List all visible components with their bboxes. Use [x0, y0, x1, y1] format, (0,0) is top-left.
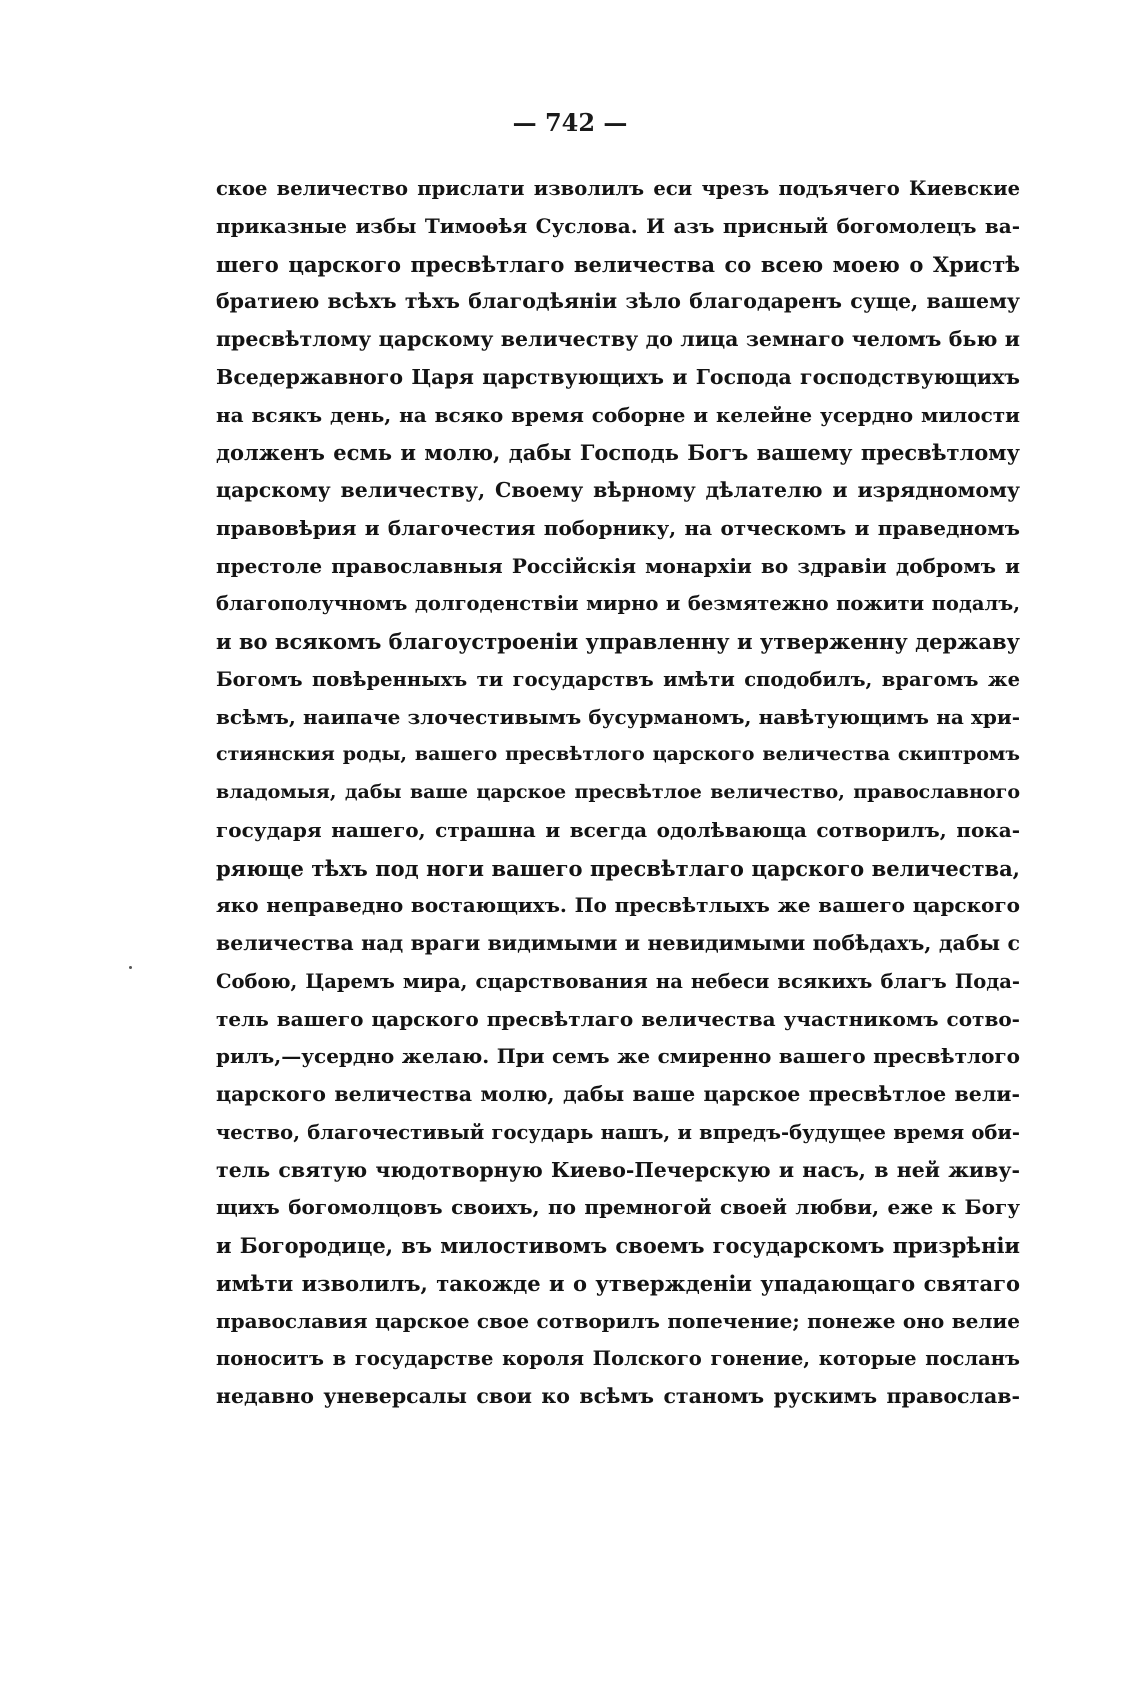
text-line: приказные избы Тимоѳѣя Суслова. И азъ присный богомолецъ ва-	[216, 213, 1020, 238]
text-line: рилъ,—усердно желаю. При семъ же смиренно вашего пресвѣтлого	[216, 1044, 1020, 1069]
text-line: ское величество прислати изволилъ еси чрезъ подъячего Киевские	[216, 177, 1020, 200]
text-line: всѣмъ, наипаче злочестивымъ бусурманомъ, навѣтующимъ на хри-	[216, 704, 1020, 729]
text-line: щихъ богомолцовъ своихъ, по премногой своей любви, еже к Богу	[216, 1195, 1020, 1220]
text-line: на всякъ день, на всяко время соборне и келейне усердно милости	[216, 402, 1020, 427]
text-line: ряюще тѣхъ под ноги вашего пресвѣтлаго царского величества,	[216, 855, 1020, 881]
text-line: царского величества молю, дабы ваше царское пресвѣтлое вели-	[216, 1082, 1020, 1106]
text-line: и во всякомъ благоустроенiи управленну и утверженну державу	[216, 629, 1020, 654]
text-line: тель вашего царского пресвѣтлаго величества участникомъ сотво-	[216, 1006, 1020, 1031]
body-text	[216, 170, 1020, 1416]
text-line: государя нашего, страшна и всегда одолѣвающа сотворилъ, пока-	[216, 817, 1020, 842]
text-line: царскому величеству, Своему вѣрному дѣлателю и изрядномому	[216, 478, 1020, 502]
text-line: Собою, Царемъ мира, сцарствования на небеси всякихъ благъ Пода-	[216, 969, 1020, 993]
text-line: правовѣрия и благочестия поборнику, на отческомъ и праведномъ	[216, 515, 1020, 540]
text-line: братиею всѣхъ тѣхъ благодѣянiи зѣло благодаренъ суще, вашему	[216, 289, 1020, 314]
text-line: Богомъ повѣренныхъ ти государствъ имѣти сподобилъ, врагомъ же	[216, 667, 1020, 691]
text-line: яко неправедно востающихъ. По пресвѣтлыхъ же вашего царского	[216, 893, 1020, 918]
text-line: тель святую чюдотворную Киево-Печерскую и насъ, в ней живу-	[216, 1157, 1020, 1182]
text-line: недавно уневерсалы свои ко всѣмъ станомъ рускимъ православ-	[216, 1384, 1020, 1408]
text-line: благополучномъ долгоденствiи мирно и безмятежно пожити подалъ,	[216, 592, 1020, 616]
text-line: имѣти изволилъ, такожде и о утвержденiи упадающаго святаго	[216, 1270, 1020, 1296]
text-line: владомыя, дабы ваше царское пресвѣтлое величество, православного	[216, 781, 1020, 803]
text-line: Вседержавного Царя царствующихъ и Господа господствующихъ	[216, 364, 1020, 389]
text-line: чество, благочестивый государь нашъ, и впредъ-будущее время оби-	[216, 1120, 1020, 1144]
text-line: стиянския роды, вашего пресвѣтлого царского величества скиптромъ	[216, 743, 1020, 766]
text-line: престоле православныя Россiйскiя монархiи во здравiи добромъ и	[216, 553, 1020, 578]
text-line: и Богородице, въ милостивомъ своемъ государскомъ призрѣнiи	[216, 1233, 1020, 1258]
text-line: пресвѣтлому царскому величеству до лица земнаго челомъ бью и	[216, 327, 1020, 351]
text-line: шего царского пресвѣтлаго величества со всею моею о Христѣ	[216, 251, 1020, 277]
text-line: поноситъ в государстве короля Полского гонение, которые посланъ	[216, 1347, 1020, 1371]
scan-speck	[129, 966, 132, 969]
text-line: православия царское свое сотворилъ попечение; понеже оно велие	[216, 1308, 1020, 1333]
text-line: величества над враги видимыми и невидимыми побѣдахъ, дабы с	[216, 931, 1020, 955]
text-line: долженъ есмь и молю, дабы Господь Богъ вашему пресвѣтлому	[216, 440, 1020, 466]
page-number: — 742 —	[512, 108, 628, 137]
